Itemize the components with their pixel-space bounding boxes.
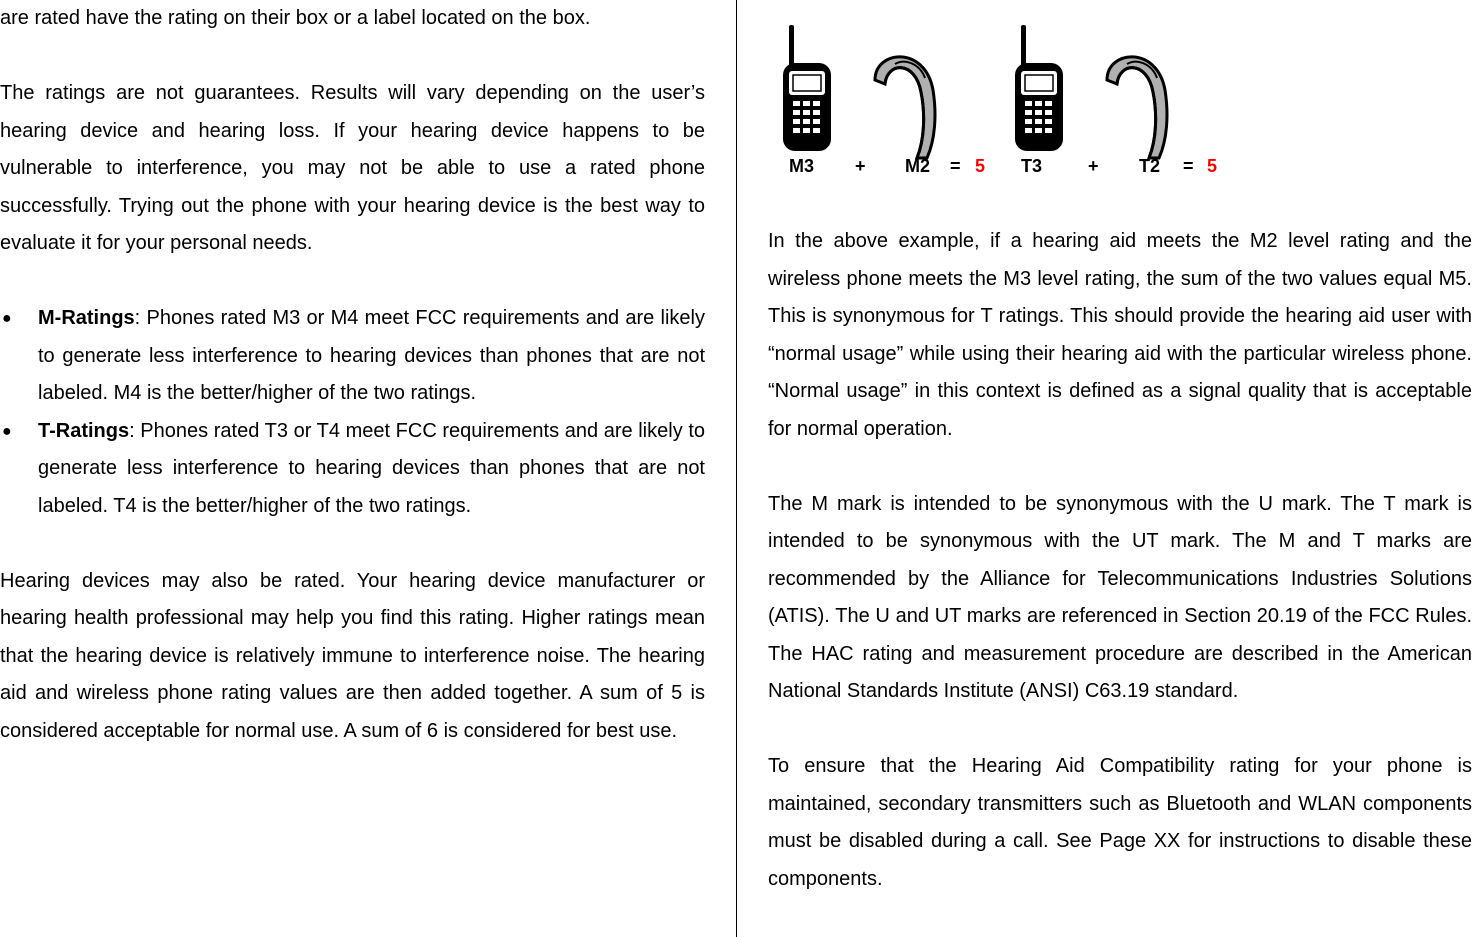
- label-equals: =: [1183, 156, 1194, 176]
- hearing-aid-icon: [875, 57, 935, 158]
- label-t2: T2: [1139, 156, 1161, 176]
- right-paragraph-2: To ensure that the Hearing Aid Compatibility rating for your phone is maintained, secondary transmitters such as Bluetooth and WLAN components must be disabled during a call. See Page XX for instructions to disable these components.: [768, 755, 1472, 890]
- column-divider: [736, 0, 737, 937]
- left-paragraph-2: Hearing devices may also be rated. Your hearing device manufacturer or hearing health professional may help you find this rating. Higher ratings mean that the hearing device is relatively immune to interference noise. The hearing aid and wireless phone rating values are then added together. A sum of 5 is considered acceptable for normal use. A sum of 6 is considered for best use.: [0, 569, 705, 742]
- label-t3: T3: [1021, 156, 1043, 176]
- ratings-list: [0, 300, 705, 525]
- hearing-aid-icon: [1107, 57, 1167, 158]
- left-column: [0, 0, 705, 750]
- label-result: 5: [975, 156, 986, 176]
- label-plus: +: [855, 156, 866, 176]
- t-ratings-term: T-Ratings: [38, 419, 130, 442]
- left-paragraph-1: The ratings are not guarantees. Results will vary depending on the user’s hearing device and hearing loss. If your hearing device happens to be vulnerable to interference, you may not be able to use a rated phone successfully. Trying out the phone with your hearing device is the best way to evaluate it for your personal needs.: [0, 82, 705, 254]
- label-equals: =: [950, 156, 961, 176]
- bullet-icon: ●: [2, 310, 12, 327]
- list-item: [0, 300, 705, 413]
- m-ratings-term: M-Ratings: [38, 307, 135, 329]
- bullet-icon: ●: [2, 422, 12, 440]
- label-plus: +: [1088, 156, 1099, 176]
- left-paragraph-0: are rated have the rating on their box or a label located on the box.: [0, 7, 591, 29]
- label-m2: M2: [905, 156, 931, 176]
- label-result: 5: [1207, 156, 1218, 176]
- right-column: [768, 223, 1472, 898]
- phone-icon: [783, 25, 831, 151]
- m-ratings-text: : Phones rated M3 or M4 meet FCC requirements and are likely to generate less interference to hearing devices than phones that are not labeled. M4 is the better/higher of the two ratings.: [38, 307, 705, 404]
- list-item: [0, 413, 705, 526]
- right-paragraph-1: The M mark is intended to be synonymous with the U mark. The T mark is intended to be synonymous with the UT mark. The M and T marks are recommended by the Alliance for Telecommunications Industries Solutions (ATIS). The U and UT marks are referenced in Section 20.19 of the FCC Rules. The HAC rating and measurement procedure are described in the American National Standards Institute (ANSI) C63.19 standard.: [768, 492, 1472, 702]
- right-paragraph-0: In the above example, if a hearing aid meets the M2 level rating and the wireless phone meets the M3 level rating, the sum of the two values equal M5. This is synonymous for T ratings. This should provide the hearing aid user with “normal usage” while using their hearing aid with the particular wireless phone. “Normal usage” in this context is defined as a signal quality that is acceptable for normal operation.: [768, 230, 1472, 440]
- rating-example-figure: [775, 20, 1235, 180]
- phone-icon: [1015, 25, 1063, 151]
- label-m3: M3: [789, 156, 815, 176]
- t-ratings-text: : Phones rated T3 or T4 meet FCC requirements and are likely to generate less interference to hearing devices than phones that are not labeled. T4 is the better/higher of the two ratings.: [38, 419, 705, 517]
